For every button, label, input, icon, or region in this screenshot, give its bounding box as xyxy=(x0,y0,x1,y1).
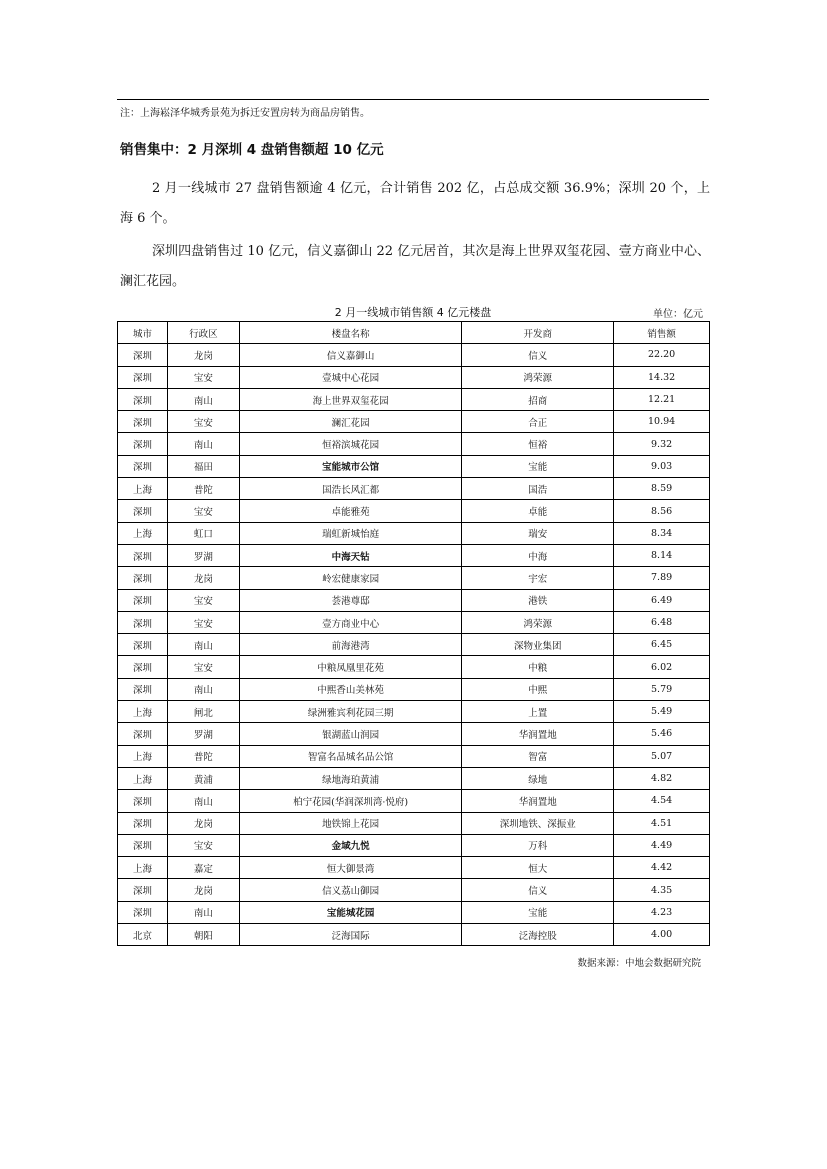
table-row xyxy=(118,857,710,879)
cell-district: 龙岗 xyxy=(167,567,239,589)
data-source: 数据来源：中地会数据研究院 xyxy=(577,958,701,969)
header-sales: 销售额 xyxy=(614,322,710,344)
cell-project: 卓能雅苑 xyxy=(239,500,462,522)
cell-district: 普陀 xyxy=(167,478,239,500)
cell-sales: 9.32 xyxy=(614,433,710,455)
table-row xyxy=(118,901,710,923)
cell-district: 福田 xyxy=(167,455,239,477)
cell-developer: 信义 xyxy=(462,879,614,901)
cell-district: 宝安 xyxy=(167,611,239,633)
cell-developer: 智富 xyxy=(462,745,614,767)
cell-district: 闸北 xyxy=(167,701,239,723)
table-row xyxy=(118,723,710,745)
cell-developer: 宝能 xyxy=(462,901,614,923)
cell-district: 罗湖 xyxy=(167,723,239,745)
cell-city: 深圳 xyxy=(118,589,168,611)
cell-project: 中海天钻 xyxy=(239,544,462,566)
cell-project: 信义荔山御园 xyxy=(239,879,462,901)
cell-sales: 8.56 xyxy=(614,500,710,522)
cell-project: 宝能城花园 xyxy=(239,901,462,923)
cell-district: 南山 xyxy=(167,634,239,656)
cell-city: 深圳 xyxy=(118,901,168,923)
cell-city: 深圳 xyxy=(118,366,168,388)
cell-sales: 10.94 xyxy=(614,411,710,433)
cell-project: 绿地海珀黄浦 xyxy=(239,767,462,789)
cell-district: 宝安 xyxy=(167,366,239,388)
cell-district: 嘉定 xyxy=(167,857,239,879)
cell-city: 深圳 xyxy=(118,723,168,745)
header-developer: 开发商 xyxy=(462,322,614,344)
cell-sales: 4.23 xyxy=(614,901,710,923)
table-row xyxy=(118,834,710,856)
cell-project: 宝能城市公馆 xyxy=(239,455,462,477)
cell-city: 上海 xyxy=(118,522,168,544)
cell-city: 深圳 xyxy=(118,344,168,366)
cell-sales: 4.49 xyxy=(614,834,710,856)
cell-developer: 中粮 xyxy=(462,656,614,678)
cell-sales: 14.32 xyxy=(614,366,710,388)
cell-project: 国浩长风汇都 xyxy=(239,478,462,500)
cell-project: 智富名品城名品公馆 xyxy=(239,745,462,767)
cell-district: 龙岗 xyxy=(167,812,239,834)
paragraph-2: 深圳四盘销售过 10 亿元，信义嘉御山 22 亿元居首，其次是海上世界双玺花园、壹方商业中心、澜汇花园。 xyxy=(120,244,710,289)
cell-project: 中粮凤凰里花苑 xyxy=(239,656,462,678)
cell-project: 柏宁花园(华润深圳湾·悦府) xyxy=(239,790,462,812)
cell-sales: 4.51 xyxy=(614,812,710,834)
cell-city: 上海 xyxy=(118,857,168,879)
table-caption xyxy=(117,303,709,321)
table-row xyxy=(118,678,710,700)
cell-project: 前海港湾 xyxy=(239,634,462,656)
cell-district: 宝安 xyxy=(167,589,239,611)
cell-city: 深圳 xyxy=(118,812,168,834)
cell-developer: 泛海控股 xyxy=(462,924,614,946)
cell-sales: 4.42 xyxy=(614,857,710,879)
cell-city: 深圳 xyxy=(118,879,168,901)
cell-developer: 万科 xyxy=(462,834,614,856)
cell-project: 瑞虹新城怡庭 xyxy=(239,522,462,544)
table-row xyxy=(118,701,710,723)
cell-developer: 华润置地 xyxy=(462,723,614,745)
table-unit: 单位：亿元 xyxy=(653,309,703,320)
table-row xyxy=(118,812,710,834)
cell-city: 深圳 xyxy=(118,567,168,589)
cell-developer: 恒裕 xyxy=(462,433,614,455)
cell-district: 虹口 xyxy=(167,522,239,544)
cell-district: 宝安 xyxy=(167,834,239,856)
cell-city: 深圳 xyxy=(118,455,168,477)
table-body xyxy=(118,344,710,946)
cell-project: 壹城中心花园 xyxy=(239,366,462,388)
paragraph-1: 2 月一线城市 27 盘销售额逾 4 亿元，合计销售 202 亿，占总成交额 36.9%；深圳 20 个，上海 6 个。 xyxy=(120,181,710,226)
cell-project: 海上世界双玺花园 xyxy=(239,388,462,410)
cell-city: 深圳 xyxy=(118,433,168,455)
cell-developer: 上置 xyxy=(462,701,614,723)
table-header-row xyxy=(118,322,710,344)
cell-sales: 5.46 xyxy=(614,723,710,745)
cell-developer: 深圳地铁、深振业 xyxy=(462,812,614,834)
cell-district: 南山 xyxy=(167,901,239,923)
cell-project: 银湖蓝山润园 xyxy=(239,723,462,745)
cell-developer: 鸿荣源 xyxy=(462,366,614,388)
table-title: 2 月一线城市销售额 4 亿元楼盘 xyxy=(334,306,492,319)
cell-district: 普陀 xyxy=(167,745,239,767)
cell-sales: 7.89 xyxy=(614,567,710,589)
cell-city: 深圳 xyxy=(118,634,168,656)
cell-sales: 6.02 xyxy=(614,656,710,678)
cell-sales: 4.35 xyxy=(614,879,710,901)
section-heading: 销售集中：2 月深圳 4 盘销售额超 10 亿元 xyxy=(120,142,384,158)
cell-district: 南山 xyxy=(167,790,239,812)
cell-developer: 恒大 xyxy=(462,857,614,879)
cell-district: 宝安 xyxy=(167,411,239,433)
cell-developer: 宝能 xyxy=(462,455,614,477)
cell-district: 龙岗 xyxy=(167,344,239,366)
table-row xyxy=(118,924,710,946)
cell-developer: 合正 xyxy=(462,411,614,433)
cell-project: 泛海国际 xyxy=(239,924,462,946)
header-project: 楼盘名称 xyxy=(239,322,462,344)
sales-table xyxy=(117,321,710,946)
cell-sales: 4.82 xyxy=(614,767,710,789)
cell-sales: 22.20 xyxy=(614,344,710,366)
table-row xyxy=(118,544,710,566)
cell-developer: 绿地 xyxy=(462,767,614,789)
cell-sales: 5.79 xyxy=(614,678,710,700)
cell-city: 深圳 xyxy=(118,544,168,566)
cell-project: 岭宏健康家园 xyxy=(239,567,462,589)
cell-city: 深圳 xyxy=(118,834,168,856)
cell-project: 恒大御景湾 xyxy=(239,857,462,879)
cell-project: 壹方商业中心 xyxy=(239,611,462,633)
footnote: 注：上海崧泽华城秀景苑为拆迁安置房转为商品房销售。 xyxy=(120,108,370,119)
table-row xyxy=(118,500,710,522)
cell-sales: 12.21 xyxy=(614,388,710,410)
cell-district: 黄浦 xyxy=(167,767,239,789)
cell-developer: 招商 xyxy=(462,388,614,410)
cell-district: 宝安 xyxy=(167,656,239,678)
cell-city: 深圳 xyxy=(118,411,168,433)
table-row xyxy=(118,388,710,410)
cell-project: 荟港尊邸 xyxy=(239,589,462,611)
cell-city: 上海 xyxy=(118,767,168,789)
cell-district: 朝阳 xyxy=(167,924,239,946)
cell-developer: 鸿荣源 xyxy=(462,611,614,633)
header-city: 城市 xyxy=(118,322,168,344)
cell-city: 深圳 xyxy=(118,500,168,522)
top-rule xyxy=(117,99,709,100)
table-row xyxy=(118,611,710,633)
cell-district: 南山 xyxy=(167,388,239,410)
cell-district: 罗湖 xyxy=(167,544,239,566)
table-row xyxy=(118,589,710,611)
cell-developer: 信义 xyxy=(462,344,614,366)
cell-district: 南山 xyxy=(167,678,239,700)
table-row xyxy=(118,455,710,477)
cell-sales: 6.45 xyxy=(614,634,710,656)
cell-developer: 宇宏 xyxy=(462,567,614,589)
table-row xyxy=(118,522,710,544)
cell-sales: 8.34 xyxy=(614,522,710,544)
cell-city: 上海 xyxy=(118,701,168,723)
table-row xyxy=(118,790,710,812)
cell-project: 绿洲雅宾利花园三期 xyxy=(239,701,462,723)
cell-district: 宝安 xyxy=(167,500,239,522)
cell-city: 上海 xyxy=(118,745,168,767)
table-row xyxy=(118,767,710,789)
table-row xyxy=(118,433,710,455)
table-row xyxy=(118,879,710,901)
cell-project: 澜汇花园 xyxy=(239,411,462,433)
table-row xyxy=(118,745,710,767)
header-district: 行政区 xyxy=(167,322,239,344)
table-row xyxy=(118,344,710,366)
cell-project: 信义嘉御山 xyxy=(239,344,462,366)
cell-city: 深圳 xyxy=(118,790,168,812)
cell-city: 上海 xyxy=(118,478,168,500)
cell-sales: 5.49 xyxy=(614,701,710,723)
cell-district: 南山 xyxy=(167,433,239,455)
cell-project: 恒裕滨城花园 xyxy=(239,433,462,455)
cell-developer: 瑞安 xyxy=(462,522,614,544)
cell-developer: 卓能 xyxy=(462,500,614,522)
table-row xyxy=(118,634,710,656)
cell-developer: 中海 xyxy=(462,544,614,566)
cell-district: 龙岗 xyxy=(167,879,239,901)
table-row xyxy=(118,567,710,589)
cell-sales: 4.00 xyxy=(614,924,710,946)
table-row xyxy=(118,478,710,500)
cell-sales: 6.48 xyxy=(614,611,710,633)
cell-sales: 8.59 xyxy=(614,478,710,500)
cell-sales: 4.54 xyxy=(614,790,710,812)
cell-developer: 国浩 xyxy=(462,478,614,500)
table-row xyxy=(118,411,710,433)
cell-sales: 6.49 xyxy=(614,589,710,611)
cell-developer: 中熙 xyxy=(462,678,614,700)
cell-developer: 深物业集团 xyxy=(462,634,614,656)
cell-city: 北京 xyxy=(118,924,168,946)
cell-city: 深圳 xyxy=(118,611,168,633)
cell-developer: 华润置地 xyxy=(462,790,614,812)
cell-city: 深圳 xyxy=(118,678,168,700)
cell-sales: 8.14 xyxy=(614,544,710,566)
cell-project: 中熙香山美林苑 xyxy=(239,678,462,700)
cell-city: 深圳 xyxy=(118,656,168,678)
cell-project: 金域九悦 xyxy=(239,834,462,856)
cell-project: 地铁锦上花园 xyxy=(239,812,462,834)
table-row xyxy=(118,656,710,678)
cell-sales: 9.03 xyxy=(614,455,710,477)
table-row xyxy=(118,366,710,388)
cell-developer: 港铁 xyxy=(462,589,614,611)
cell-sales: 5.07 xyxy=(614,745,710,767)
cell-city: 深圳 xyxy=(118,388,168,410)
